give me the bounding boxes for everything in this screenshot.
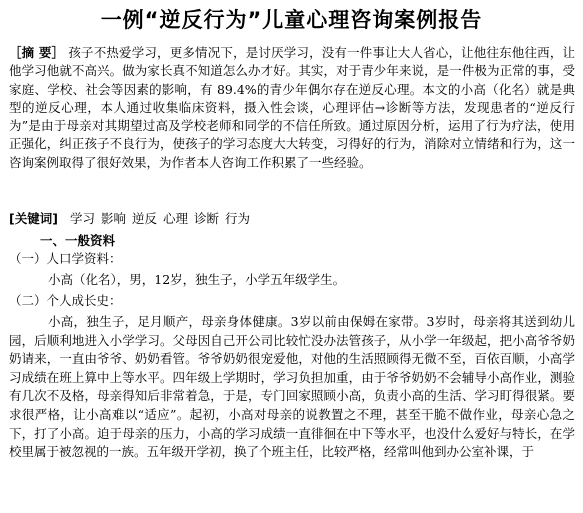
keywords-list — [70, 211, 256, 226]
keyword-item: 心理 — [162, 211, 188, 226]
abstract-text: 孩子不热爱学习，更多情况下，是讨厌学习，没有一件事让大人省心，让他往东他往西，让他学习他就不高兴。做为家长真不知道怎么办才好。其实，对于青少年来说，是一件极为正常的事，受家庭、学校、社会等因素的影响，有 89.4%的青少年偶尔存在逆反心理。本文的小高（化名）就是典型的逆反心理，本人通过收集临床资料，摄入性会谈，心理评估→诊断等方法，发现患者的“逆反行为”是由于母亲对其期望过高及学校老师和同学的不信任所致。通过原因分析，运用了行为疗法，使用正强化，纠正孩子不良行为，使孩子的学习态度大大转变，习得好的行为，消除对立情绪和行为，这一咨询案例取得了很好效果，为作者本人咨询工作积累了一些经验。 — [9, 45, 575, 170]
keyword-item: 影响 — [100, 211, 126, 226]
demographics-text: 小高（化名），男，12岁，独生子，小学五年级学生。 — [48, 272, 346, 287]
subsection-heading-growth-history: （二）个人成长史： — [9, 293, 122, 308]
keywords-label: [关键词] — [9, 211, 58, 226]
section-heading-general-info: 一、一般资料 — [40, 233, 116, 248]
abstract-paragraph — [9, 44, 575, 172]
keyword-item: 诊断 — [194, 211, 220, 226]
keyword-item: 逆反 — [131, 211, 157, 226]
growth-history-paragraph: 小高，独生子，足月顺产，母亲身体健康。3岁以前由保姆在家带。3岁时，母亲将其送到幼儿园，后顺利地进入小学学习。父母因自己开公司比较忙没办法管孩子，从小学一年级起，把小高爷爷奶奶请来，一直由爷爷、奶奶看管。爷爷奶奶很宠爱他，对他的生活照顾得无微不至，百依百顺，小高学习成绩在班上算中上等水平。四年级上学期时，学习负担加重，由于爷爷奶奶不会辅导小高作业，测验有几次不及格，母亲得知后非常着急，于是，专门回家照顾小高，负责小高的生活、学习盯得很紧。要求很严格，让小高难以“适应”。起初，小高对母亲的说教置之不理，甚至干脆不做作业，母亲心急之下，打了小高。迫于母亲的压力，小高的学习成绩一直徘徊在中下等水平，也没什么爱好与特长，在学校里属于被忽视的一族。五年级开学初，换了个班主任，比较严格，经常叫他到办公室补课，于 — [9, 314, 575, 460]
abstract-label: ［摘 要］ — [9, 45, 65, 60]
keyword-item: 行为 — [225, 211, 251, 226]
document-title: 一例“逆反行为”儿童心理咨询案例报告 — [100, 8, 483, 32]
subsection-heading-demographics: （一）人口学资料： — [9, 251, 122, 266]
keyword-item: 学习 — [69, 211, 95, 226]
keywords-line — [9, 210, 575, 228]
